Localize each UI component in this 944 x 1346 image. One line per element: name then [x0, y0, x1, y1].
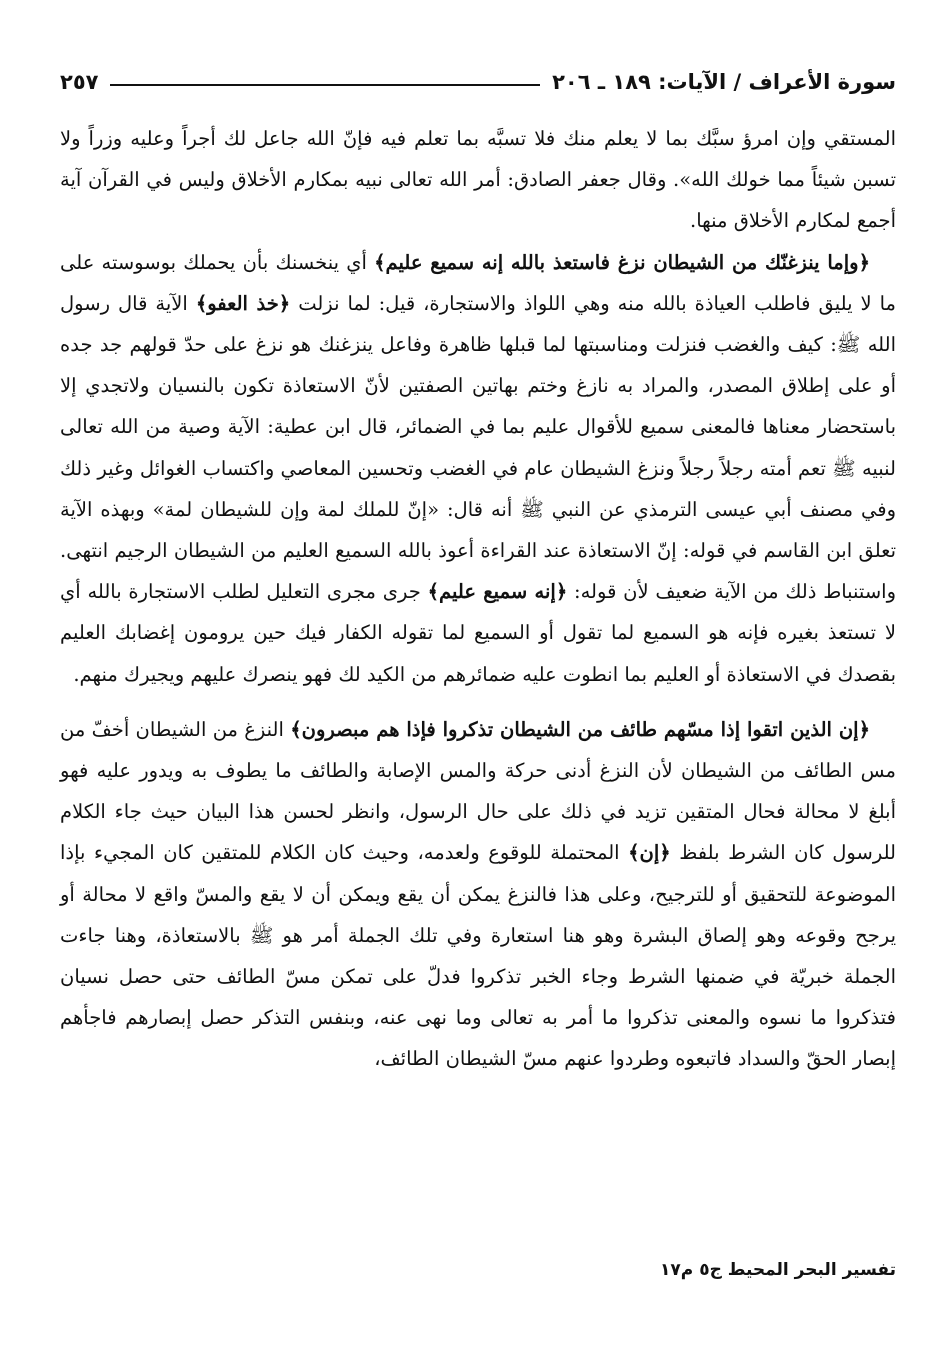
page-header [60, 58, 896, 96]
quran-verse: ﴿إن﴾ [628, 841, 671, 865]
quran-verse: ﴿إن الذين اتقوا إذا مسّهم طائف من الشيطان تذكروا فإذا هم مبصرون﴾ [290, 717, 870, 741]
commentary-text: المحتملة للوقوع ولعدمه، وحيث كان الكلام للمتقين كان المجيء بإذا الموضوعة للتحقيق أو للترجيح، وعلى هذا فالنزغ يمكن أن يقع ويمكن أن لا يقع والمسّ واقع لا محالة أو يرجح وقوعه وهو إلصاق البشرة وهو هنا استعارة وفي تلك الجملة أمر هو ﷺ بالاستعاذة، وهنا جاءت الجملة خبريّة في ضمنها الشرط وجاء الخبر تذكروا فدلّ على تمكن مسّ الطائف حتى حصل نسيان فتذكروا ما نسوه والمعنى تذكروا ما أمر به تعالى وما نهى عنه، وبنفس التذكر حصل إبصارهم فاجأهم إبصار الحقّ والسداد فاتبعوه وطردوا عنهم مسّ الشيطان الطائف، [60, 841, 896, 1071]
quran-verse: ﴿خذ العفو﴾ [195, 291, 291, 315]
page-number: ٢٥٧ [60, 70, 99, 94]
commentary-text: أي ينخسنك بأن يحملك بوسوسته على ما لا يليق فاطلب العياذة بالله منه وهي اللواذ والاستجارة، قيل: لما نزلت [60, 250, 896, 315]
surah-title: سورة الأعراف / الآيات: ١٨٩ ـ ٢٠٦ [552, 70, 896, 94]
paragraph-2 [60, 242, 896, 695]
quran-verse: ﴿وإما ينزغنّك من الشيطان نزغ فاستعذ بالله إنه سميع عليم﴾ [374, 250, 870, 274]
quran-verse: ﴿إنه سميع عليم﴾ [427, 580, 568, 604]
footer-signature: تفسير البحر المحيط ج٥ م١٧ [660, 1260, 896, 1280]
commentary-text: النزغ من الشيطان أخفّ من مس الطائف من الشيطان لأن النزغ أدنى حركة والمس الإصابة والطائف ما يطوف به ويدور عليه فهو أبلغ لا محالة فحال المتقين تزيد في ذلك على حال الرسول، وانظر لحسن هذا البيان حيث جاء الكلام للرسول كان الشرط بلفظ [60, 717, 896, 865]
header-rule [110, 84, 540, 86]
paragraph-3 [60, 709, 896, 1080]
book-page [60, 58, 896, 1298]
commentary-text: المستقي وإن امرؤ سبَّك بما لا يعلم منك فلا تسبَّه بما تعلم فيه فإنّ الله جاعل لك أجراً وعليه وزراً ولا تسبن شيئاً مما خولك الله». وقال جعفر الصادق: أمر الله تعالى نبيه بمكارم الأخلاق وليس في القرآن آية أجمع لمكارم الأخلاق منها. [60, 127, 897, 233]
commentary-text: الآية قال رسول الله ﷺ: كيف والغضب فنزلت ومناسبتها لما قبلها ظاهرة وفاعل ينزغنك هو نزغ على حدّ قولهم جد جده أو على إطلاق المصدر، والمراد به نازغ وختم بهاتين الصفتين لأنّ الاستعاذة تكون بالنسيان ولاتجدي إلا باستحضار معناها فالمعنى سميع للأقوال عليم بما في الضمائر، قال ابن عطية: الآية وصية من الله تعالى لنبيه ﷺ تعم أمته رجلاً رجلاً ونزغ الشيطان عام في الغضب وتحسين المعاصي واكتساب الغوائل وغير ذلك وفي مصنف أبي عيسى الترمذي عن النبي ﷺ أنه قال: «إنّ للملك لمة وإن للشيطان لمة» وبهذه الآية تعلق ابن القاسم في قوله: إنّ الاستعاذة عند القراءة أعوذ بالله السميع العليم من الشيطان الرجيم انتهى. واستنباط ذلك من الآية ضعيف لأن قوله: [60, 291, 896, 604]
commentary-text: جرى مجرى التعليل لطلب الاستجارة بالله أي لا تستعذ بغيره فإنه هو السميع لما تقول أو السميع لما تقوله الكفار فيك حين يرومون إغضابك العليم بقصدك في الاستعاذة أو العليم بما انطوت عليه ضمائرهم من الكيد لك فهو ينصرك عليهم ويجيرك منهم. [60, 580, 896, 686]
body-text [60, 118, 896, 1080]
paragraph-1 [60, 118, 896, 242]
